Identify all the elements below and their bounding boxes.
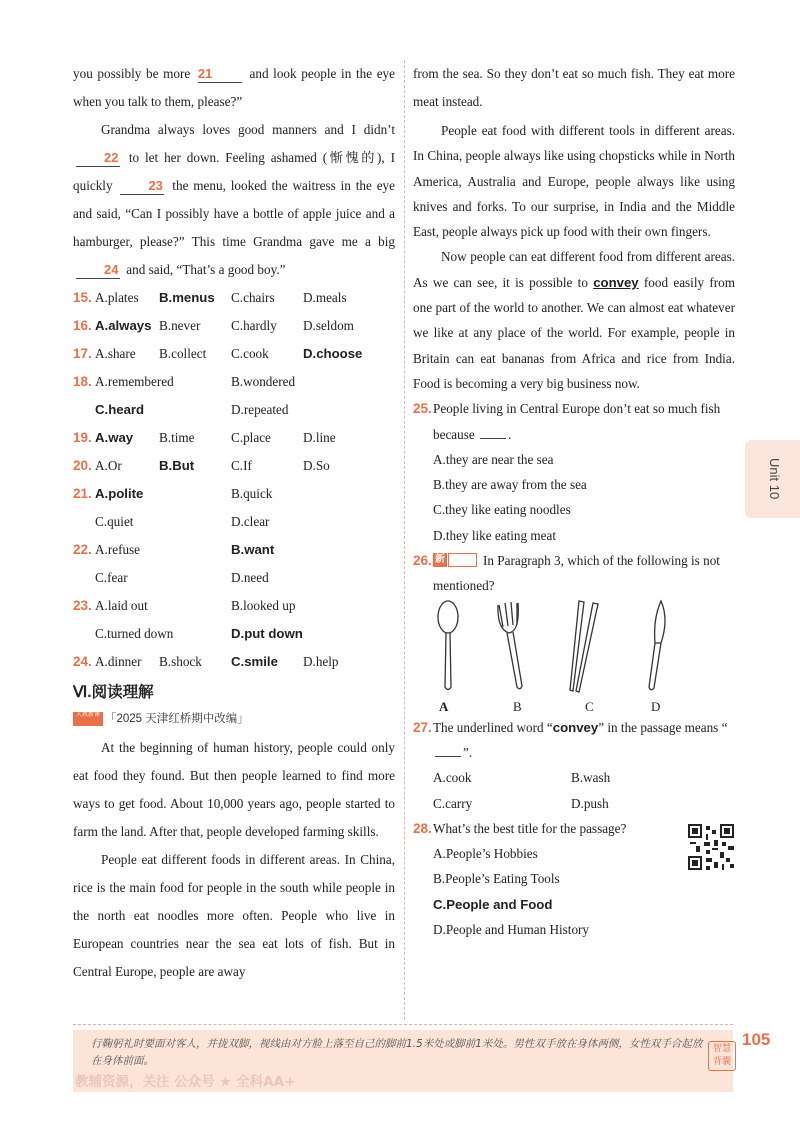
- option-d[interactable]: D.line: [303, 430, 336, 445]
- q25-option-b[interactable]: B.they are away from the sea: [433, 477, 587, 493]
- option-row: [73, 396, 395, 424]
- option-c[interactable]: C.turned down: [95, 626, 174, 641]
- option-row: 21. A.polite B.quick: [73, 480, 395, 508]
- option-row: 17. A.share B.collect C.cook D.choose: [73, 340, 395, 368]
- cloze-paragraph-1: you possibly be more 21 and look people in the eye when you talk to them, please?”: [73, 66, 396, 109]
- fork-icon[interactable]: [493, 599, 533, 695]
- option-a[interactable]: A.refuse: [95, 542, 141, 557]
- option-row: 20. A.Or B.But C.If D.So: [73, 452, 395, 480]
- option-c[interactable]: C.smile: [231, 654, 278, 669]
- q25-option-c[interactable]: C.they like eating noodles: [433, 502, 571, 518]
- option-row: 15. A.plates B.menus C.chairs D.meals: [73, 284, 395, 312]
- option-b[interactable]: B.looked up: [231, 598, 296, 613]
- wisdom-badge: 智慧背囊: [708, 1041, 736, 1071]
- left-column: [73, 60, 395, 986]
- chopsticks-icon[interactable]: [565, 599, 605, 695]
- label-a: A: [439, 698, 449, 714]
- cloze-options: [73, 284, 395, 676]
- option-b[interactable]: B.But: [159, 458, 195, 473]
- option-row: [73, 564, 395, 592]
- option-a[interactable]: A.share: [95, 346, 136, 361]
- question-26: 26. 新 In Paragraph 3, which of the following is not mentioned?: [413, 553, 720, 594]
- right-column: [413, 60, 735, 942]
- option-d[interactable]: D.So: [303, 458, 330, 473]
- option-c[interactable]: C.hardly: [231, 318, 277, 333]
- option-d[interactable]: D.seldom: [303, 318, 354, 333]
- reading-paragraph-2: People eat different foods in different areas. In China, rice is the main food for people in the south while people in the north eat noodles more often. People who live in European countries near the sea eat lots of fish. But in Central Europe, people are away: [73, 852, 395, 979]
- footer-divider: [73, 1024, 733, 1025]
- option-b[interactable]: B.shock: [159, 654, 202, 669]
- option-d[interactable]: D.meals: [303, 290, 347, 305]
- option-row: 18. A.remembered B.wondered: [73, 368, 395, 396]
- option-a[interactable]: A.dinner: [95, 654, 142, 669]
- q28-option-c[interactable]: C.People and Food: [433, 896, 553, 912]
- option-b[interactable]: B.wondered: [231, 374, 296, 389]
- option-a[interactable]: A.way: [95, 430, 134, 445]
- question-28: 28. What’s the best title for the passage? A.People’s Hobbies B.People’s Eating Tools C.People and Food D.People and Human History: [413, 816, 735, 942]
- option-c[interactable]: C.If: [231, 458, 252, 473]
- label-b: B: [513, 698, 522, 714]
- underlined-word: convey: [593, 274, 639, 290]
- q28-option-d[interactable]: D.People and Human History: [433, 922, 590, 938]
- page-number: 105: [742, 1030, 771, 1049]
- option-row: 16. A.always B.never C.hardly D.seldom: [73, 312, 395, 340]
- new-question-icon: 新: [433, 553, 477, 567]
- knife-icon[interactable]: [641, 599, 671, 695]
- option-a[interactable]: A.laid out: [95, 598, 148, 613]
- option-row: 22. A.refuse B.want: [73, 536, 395, 564]
- option-a[interactable]: A.Or: [95, 458, 122, 473]
- qr-code-icon[interactable]: [688, 824, 734, 870]
- option-c[interactable]: C.place: [231, 430, 271, 445]
- option-d[interactable]: D.put down: [231, 626, 303, 641]
- answer-blank[interactable]: [435, 745, 461, 757]
- option-c[interactable]: C.chairs: [231, 290, 275, 305]
- option-b[interactable]: B.collect: [159, 346, 207, 361]
- q28-option-a[interactable]: A.People’s Hobbies: [433, 846, 538, 862]
- question-25: 25. People living in Central Europe don’t eat so much fish because . A.they are near the sea B.they are away from the sea C.they like eating noodles D.they like eating meat: [413, 396, 735, 548]
- option-row: 24. A.dinner B.shock C.smile D.help: [73, 648, 395, 676]
- q25-option-a[interactable]: A.they are near the sea: [433, 451, 554, 467]
- option-row: [73, 620, 395, 648]
- q27-option-b[interactable]: B.wash: [571, 770, 611, 786]
- option-row: 23. A.laid out B.looked up: [73, 592, 395, 620]
- footer-watermark: 教辅资源，关注 公众号 ★ 全科AA+: [75, 1074, 296, 1090]
- q27-option-a[interactable]: A.cook: [433, 770, 472, 786]
- column-divider: [404, 60, 405, 1020]
- tool-images: [433, 599, 735, 717]
- reading-paragraph-3: from the sea. So they don’t eat so much fish. They eat more meat instead.: [413, 66, 735, 109]
- q27-option-d[interactable]: D.push: [571, 795, 609, 811]
- source-text: 「2025 天津红桥期中改编」: [105, 713, 249, 725]
- option-b[interactable]: B.want: [231, 542, 275, 557]
- option-a[interactable]: A.always: [95, 318, 152, 333]
- reading-paragraph-5: Now people can eat different food from different areas. As we can see, it is possible to convey food easily from one part of the world to another. We can almost eat whatever we like at any place of the world. For example, people in Britain can eat bananas from Africa and rice from India. Food is becoming a very big business now.: [413, 249, 735, 391]
- option-c[interactable]: C.heard: [95, 402, 145, 417]
- answer-blank[interactable]: [480, 427, 506, 439]
- cloze-paragraph-2: Grandma always loves good manners and I didn’t 22 to let her down. Feeling ashamed (惭愧的), I quickly 23 the menu, looked the waitress in the eye and said, “Can I possibly have a bottle of apple juice and a hamburger, please?” This time Grandma gave me a big 24 and said, “That’s a good boy.”: [73, 122, 396, 277]
- option-d[interactable]: D.need: [231, 570, 269, 585]
- label-c: C: [585, 698, 594, 714]
- source-tag: 人教新课: [73, 712, 103, 726]
- blank-23[interactable]: 23: [120, 178, 164, 195]
- section-title: Ⅵ.阅读理解: [73, 684, 154, 701]
- option-row: 19. A.way B.time C.place D.line: [73, 424, 395, 452]
- option-b[interactable]: B.time: [159, 430, 195, 445]
- option-d[interactable]: D.help: [303, 654, 339, 669]
- option-d[interactable]: D.clear: [231, 514, 270, 529]
- blank-24[interactable]: 24: [76, 262, 120, 279]
- option-b[interactable]: B.menus: [159, 290, 215, 305]
- option-d[interactable]: D.choose: [303, 346, 363, 361]
- option-c[interactable]: C.quiet: [95, 514, 134, 529]
- footer-tip-box: [73, 1030, 733, 1092]
- option-c[interactable]: C.cook: [231, 346, 269, 361]
- option-d[interactable]: D.repeated: [231, 402, 289, 417]
- reading-paragraph-1: At the beginning of human history, people could only eat food they found. But then people learned to find more ways to get food. About 10,000 years ago, people started to farm the land. After that, people developed farming skills.: [73, 740, 395, 839]
- footer-tip-text: 行鞠躬礼时要面对客人，并拢双脚，视线由对方脸上落至自己的脚前1.5米处或脚前1米处。男性双手放在身体两侧，女性双手合起放在身体前面。: [91, 1038, 703, 1067]
- blank-22[interactable]: 22: [76, 150, 120, 167]
- option-a[interactable]: A.remembered: [95, 374, 174, 389]
- question-27: 27. The underlined word “convey” in the passage means “”. A.cook B.wash C.carry D.push: [413, 715, 735, 816]
- unit-side-tab[interactable]: Unit 10: [745, 440, 800, 518]
- spoon-icon[interactable]: [433, 599, 463, 695]
- option-a[interactable]: A.plates: [95, 290, 139, 305]
- option-b[interactable]: B.never: [159, 318, 201, 333]
- source-line: [73, 708, 395, 730]
- blank-21[interactable]: 21: [198, 66, 242, 83]
- option-a[interactable]: A.polite: [95, 486, 144, 501]
- reading-paragraph-4: People eat food with different tools in different areas. In China, people always like using chopsticks while in North America, Australia and Europe, people always like using knives and forks. To our surprise, in India and the Middle East, people always pick up food with their own fingers.: [413, 123, 735, 240]
- q25-option-d[interactable]: D.they like eating meat: [433, 527, 557, 543]
- option-row: [73, 508, 395, 536]
- option-b[interactable]: B.quick: [231, 486, 273, 501]
- q28-option-b[interactable]: B.People’s Eating Tools: [433, 871, 560, 887]
- label-d: D: [651, 698, 661, 714]
- option-c[interactable]: C.fear: [95, 570, 128, 585]
- q27-option-c[interactable]: C.carry: [433, 795, 473, 811]
